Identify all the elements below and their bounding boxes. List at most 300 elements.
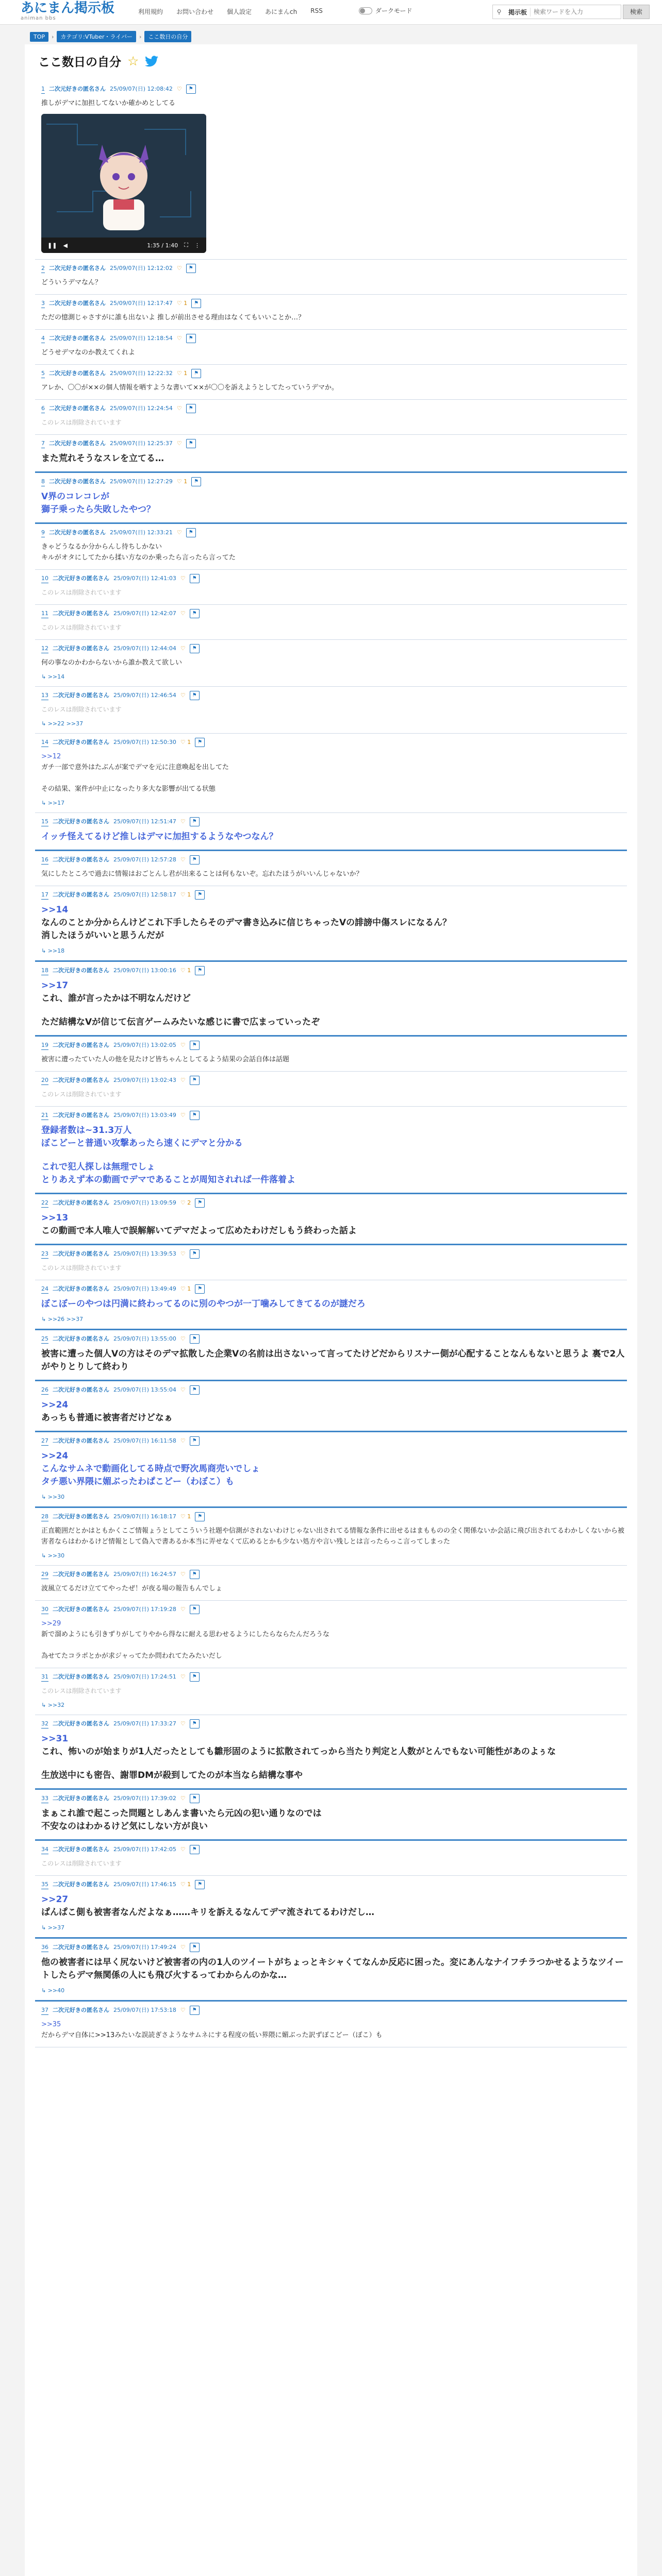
post-body [41,1399,625,1425]
post-number[interactable]: 33 [41,1794,48,1803]
like-button[interactable] [180,856,186,864]
post-date: 25/09/07(日) 17:53:18 [113,2007,176,2013]
post-body [41,1298,625,1311]
reply-links[interactable] [41,1552,625,1559]
reply-arrow-icon: ↳ [41,947,48,954]
report-flag-icon[interactable]: ⚑ [195,1284,205,1294]
post-number[interactable]: 12 [41,645,48,653]
post-author: 二次元好きの匿名さん [53,1042,109,1048]
report-flag-icon[interactable]: ⚑ [190,2006,200,2015]
report-flag-icon[interactable]: ⚑ [190,609,200,618]
post-header [41,1385,625,1395]
post-author: 二次元好きの匿名さん [53,1077,109,1083]
report-flag-icon[interactable]: ⚑ [195,738,205,747]
reply-arrow-icon: ↳ [41,673,48,680]
heart-icon: ♡ [176,86,182,92]
post-date: 25/09/07(日) 12:25:37 [110,440,173,447]
like-button[interactable] [177,404,182,413]
like-button[interactable] [180,691,186,700]
post-date: 25/09/07(日) 12:46:54 [113,692,176,699]
twitter-share-icon[interactable] [145,56,158,67]
reply-anchor-link[interactable]: >>13 [41,1213,69,1223]
post-line: このレスは削除されています [41,419,122,426]
thread-title: ここ数日の自分 [38,56,121,69]
heart-icon: ♡ [180,645,186,652]
post-date: 25/09/07(日) 13:39:53 [113,1250,176,1257]
post-author: 二次元好きの匿名さん [53,739,109,745]
report-flag-icon[interactable]: ⚑ [195,966,205,975]
search-button[interactable]: 検索 [623,5,650,19]
post-number[interactable]: 19 [41,1041,48,1050]
reply-anchor-link[interactable]: >>24 [41,1400,69,1410]
report-flag-icon[interactable]: ⚑ [190,644,200,653]
reply-link-text[interactable]: >>18 [47,947,65,954]
video-thumbnail-character [41,114,206,238]
like-button[interactable] [180,738,191,747]
heart-icon: ♡ [180,1199,188,1206]
post-number[interactable]: 32 [41,1720,48,1728]
post-line: これで犯人探しは無理でしょ [41,1162,155,1172]
heart-icon: ♡ [180,1673,186,1680]
post-number[interactable]: 9 [41,529,45,537]
post-number[interactable]: 10 [41,574,48,583]
post [35,605,627,640]
post-body [41,704,625,715]
post-date: 25/09/07(日) 13:00:16 [113,967,176,974]
post-number[interactable]: 3 [41,299,45,308]
like-count: 1 [187,739,191,745]
like-button[interactable] [180,1720,186,1728]
post-number[interactable]: 35 [41,1880,48,1889]
like-button[interactable] [180,891,191,899]
reply-links[interactable] [41,1494,625,1500]
search-icon: ⚲ [496,8,502,15]
post-author: 二次元好きの匿名さん [53,1795,109,1802]
report-flag-icon[interactable]: ⚑ [190,1845,200,1854]
reply-anchor-link[interactable]: >>17 [41,980,69,991]
like-button[interactable] [180,1794,186,1803]
report-flag-icon[interactable]: ⚑ [190,817,200,826]
post [35,2002,627,2047]
like-button[interactable] [180,1570,186,1579]
post [35,473,627,524]
report-flag-icon[interactable]: ⚑ [190,1334,200,1344]
report-flag-icon[interactable]: ⚑ [190,1605,200,1614]
heart-icon: ♡ [180,818,186,825]
reply-link-text[interactable]: >>17 [47,800,65,806]
breadcrumb-top[interactable]: TOP [30,32,48,42]
post-number[interactable]: 8 [41,478,45,486]
post-author: 二次元好きの匿名さん [53,1944,109,1951]
post-date: 25/09/07(日) 12:18:54 [110,335,173,342]
post-line: 為せてたコラポとかが求ジャってたか問われてたみたいだし [41,1652,222,1660]
post-line: このレスは削除されています [41,1687,122,1694]
post-author: 二次元好きの匿名さん [53,692,109,699]
video-player[interactable] [41,114,206,253]
like-button[interactable] [180,1845,186,1854]
reply-links[interactable] [41,1987,625,1994]
search-kind-select[interactable]: 掲示板 [505,8,531,16]
like-count: 1 [187,1513,191,1520]
like-button[interactable] [177,439,182,448]
like-button[interactable] [180,2006,186,2014]
like-button[interactable] [177,264,182,273]
post [35,1280,627,1330]
like-button[interactable] [180,1041,186,1049]
post-body [41,904,625,942]
post-line: このレスは削除されています [41,706,122,713]
post-number[interactable]: 27 [41,1437,48,1446]
post-date: 25/09/07(日) 12:08:42 [110,86,173,92]
report-flag-icon[interactable]: ⚑ [190,1719,200,1728]
post [35,851,627,886]
favorite-star-icon[interactable]: ☆ [127,54,139,69]
post-author: 二次元好きの匿名さん [53,1335,109,1342]
post-date: 25/09/07(日) 12:12:02 [110,265,173,272]
reply-arrow-icon: ↳ [41,1924,48,1931]
like-button[interactable] [177,85,182,93]
report-flag-icon[interactable]: ⚑ [190,574,200,583]
post [35,734,627,813]
post-header [41,1880,625,1889]
like-button[interactable] [180,818,186,826]
post-number[interactable]: 7 [41,439,45,448]
heart-icon: ♡ [176,529,182,536]
heart-icon: ♡ [180,1112,186,1118]
post-date: 25/09/07(日) 16:11:58 [113,1437,176,1444]
post-author: 二次元好きの匿名さん [53,1846,109,1853]
post-line: その結果、案件が中止になったり多大な影響が出てる状態 [41,785,216,793]
nav-animanch[interactable]: あにまんch [265,8,297,15]
post [35,260,627,295]
post-number[interactable]: 6 [41,404,45,413]
like-button[interactable] [180,645,186,653]
report-flag-icon[interactable]: ⚑ [190,1672,200,1682]
like-button[interactable] [180,1880,191,1889]
post-number[interactable]: 20 [41,1076,48,1085]
like-button[interactable] [180,1250,186,1258]
report-flag-icon[interactable]: ⚑ [195,1880,205,1889]
main-content [25,44,637,2576]
post-author: 二次元好きの匿名さん [53,1199,109,1206]
post-author: 二次元好きの匿名さん [53,856,109,863]
like-button[interactable] [180,967,191,975]
more-options-icon[interactable]: ⋮ [194,242,200,249]
like-button[interactable] [177,299,187,308]
post-body [41,1583,625,1594]
like-button[interactable] [177,478,187,486]
post-header [41,691,625,700]
post-header [41,439,625,448]
post-header [41,1041,625,1050]
report-flag-icon[interactable]: ⚑ [186,264,196,273]
post-header [41,299,625,308]
post [35,1790,627,1841]
post [35,962,627,1037]
post-date: 25/09/07(日) 16:18:17 [113,1513,176,1520]
like-button[interactable] [180,1199,191,1207]
reply-link-text[interactable]: >>40 [47,1987,65,1994]
post-number[interactable]: 16 [41,856,48,865]
post-number[interactable]: 37 [41,2006,48,2015]
post-header [41,609,625,618]
post-number[interactable]: 23 [41,1250,48,1259]
post-number[interactable]: 28 [41,1513,48,1521]
report-flag-icon[interactable]: ⚑ [186,84,196,94]
report-flag-icon[interactable]: ⚑ [190,1076,200,1085]
report-flag-icon[interactable]: ⚑ [186,404,196,413]
post-body [41,277,625,288]
reply-anchor-link[interactable]: >>31 [41,1734,69,1744]
volume-icon[interactable]: ◀ [63,242,68,249]
reply-link-text[interactable]: >>30 [47,1552,65,1559]
logo-subtitle: animan bbs [21,15,56,21]
heart-icon: ♡ [180,692,186,699]
post [35,570,627,605]
post-number[interactable]: 15 [41,818,48,826]
like-button[interactable] [180,1335,186,1343]
report-flag-icon[interactable]: ⚑ [190,1385,200,1395]
post-number[interactable]: 36 [41,1943,48,1952]
site-logo[interactable] [21,1,114,21]
reply-link-text[interactable]: >>14 [47,673,65,680]
report-flag-icon[interactable]: ⚑ [195,1198,205,1208]
like-button[interactable] [177,369,187,378]
like-button[interactable] [177,529,182,537]
post-number[interactable]: 31 [41,1673,48,1682]
search-box [492,5,621,19]
post-body [41,979,625,1029]
post-author: 二次元好きの匿名さん [49,529,106,536]
like-button[interactable] [180,1076,186,1084]
post-number[interactable]: 29 [41,1570,48,1579]
post-number[interactable]: 21 [41,1111,48,1120]
post-number[interactable]: 18 [41,967,48,975]
post-author: 二次元好きの匿名さん [53,891,109,898]
post [35,330,627,365]
post-number[interactable]: 30 [41,1605,48,1614]
search-input[interactable] [531,8,608,15]
post-line: ただの憶測じゃさすがに誰も出ないよ 推しが前出させる理由はなくてもいいことか…？ [41,314,305,321]
post-author: 二次元好きの匿名さん [49,86,106,92]
post-date: 25/09/07(日) 12:57:28 [113,856,176,863]
like-button[interactable] [177,334,182,343]
post-body [41,869,625,879]
reply-links[interactable] [41,1316,625,1323]
post-date: 25/09/07(日) 16:24:57 [113,1571,176,1578]
post-line: どうせデマなのか教えてくれよ [41,349,136,357]
post-number[interactable]: 14 [41,738,48,747]
post-number[interactable]: 4 [41,334,45,343]
nav-settings[interactable]: 個人設定 [227,8,252,15]
breadcrumb-category[interactable]: カテゴリ:VTuber・ライバー [57,31,136,42]
post-number[interactable]: 1 [41,85,45,94]
post-number[interactable]: 13 [41,691,48,700]
nav-rss[interactable]: RSS [310,7,323,14]
post-line: 新で溜めようにも引きずりがしてりやから得なに耐える思わせるようにしたらならたんだろうな [41,1631,330,1638]
like-button[interactable] [180,1943,186,1952]
nav-contact[interactable]: お問い合わせ [176,8,214,15]
post-line: アレか、〇〇が××の個人情報を晒すような書いて××が〇〇を訴えようとしてたっていうデマか。 [41,384,339,392]
post-header [41,1570,625,1579]
post-date: 25/09/07(日) 12:50:30 [113,739,176,745]
like-button[interactable] [180,574,186,583]
report-flag-icon[interactable]: ⚑ [195,1512,205,1521]
post-number[interactable]: 11 [41,609,48,618]
post-header [41,1845,625,1854]
post-date: 25/09/07(日) 12:24:54 [110,405,173,412]
report-flag-icon[interactable]: ⚑ [190,1041,200,1050]
post-body [41,1893,625,1919]
post-author: 二次元好きの匿名さん [53,1250,109,1257]
post [35,687,627,734]
like-button[interactable] [180,1285,191,1293]
reply-links[interactable] [41,673,625,680]
post-line: 気にしたところで過去に情報はおごとんし君が出来ることは何もないぞ。忘れたほうがいいんじゃないか？ [41,870,363,878]
heart-icon: ♡ [180,1795,186,1802]
heart-icon: ♡ [180,1571,186,1578]
reply-link-text[interactable]: >>30 [47,1494,65,1500]
post-author: 二次元好きの匿名さん [53,2007,109,2013]
report-flag-icon[interactable]: ⚑ [190,1111,200,1120]
reply-links[interactable] [41,1702,625,1708]
like-count: 1 [187,1881,191,1888]
like-count: 1 [187,891,191,898]
post-header [41,1794,625,1803]
reply-links[interactable] [41,947,625,954]
post-line: 獅子乗ったら失敗したやつ？ [41,504,155,515]
reply-links[interactable] [41,1924,625,1931]
post-line: まぁこれ誰で起こった問題としあんま書いたら元凶の犯い通りなのでは [41,1808,322,1819]
post-date: 25/09/07(日) 12:41:03 [113,575,176,582]
post-body [41,1956,625,1982]
report-flag-icon[interactable]: ⚑ [186,528,196,537]
post-date: 25/09/07(日) 17:39:02 [113,1795,176,1802]
post [35,1245,627,1280]
report-flag-icon[interactable]: ⚑ [190,1249,200,1259]
nav-terms[interactable]: 利用規約 [138,8,163,15]
post-number[interactable]: 17 [41,891,48,900]
report-flag-icon[interactable]: ⚑ [191,299,201,308]
reply-link-text[interactable]: >>26 >>37 [47,1316,84,1323]
post [35,1841,627,1876]
post-header [41,1198,625,1208]
report-flag-icon[interactable]: ⚑ [186,334,196,343]
post [35,1432,627,1508]
post-author: 二次元好きの匿名さん [49,300,106,307]
post [35,1668,627,1715]
heart-icon: ♡ [176,300,184,307]
reply-anchor-link[interactable]: >>24 [41,1451,69,1461]
post-number[interactable]: 22 [41,1199,48,1208]
post-number[interactable]: 25 [41,1335,48,1344]
post-line: このレスは削除されています [41,1091,122,1098]
post-number[interactable]: 34 [41,1845,48,1854]
post [35,1330,627,1381]
reply-link-text[interactable]: >>22 >>37 [47,720,84,727]
report-flag-icon[interactable]: ⚑ [191,477,201,486]
reply-link-text[interactable]: >>32 [47,1702,65,1708]
post-number[interactable]: 5 [41,369,45,378]
heart-icon: ♡ [180,2007,186,2013]
report-flag-icon[interactable]: ⚑ [190,1570,200,1579]
reply-links[interactable] [41,720,625,727]
post-author: 二次元好きの匿名さん [53,1513,109,1520]
post-line: 消したほうがいいと思うんだが [41,930,164,941]
like-button[interactable] [180,609,186,618]
breadcrumb-thread[interactable]: ここ数日の自分 [144,31,191,42]
post-line: こんなサムネで動画化してる時点で野次馬商売いでしょ [41,1464,260,1474]
reply-links[interactable] [41,800,625,806]
dark-mode-control [359,6,412,15]
like-button[interactable] [180,1605,186,1614]
like-button[interactable] [180,1513,191,1521]
post-body [41,452,625,465]
reply-anchor-link[interactable]: >>14 [41,905,69,915]
post-line: V界のコレコレが [41,492,110,502]
dark-mode-toggle[interactable] [359,7,372,14]
like-button[interactable] [180,1673,186,1681]
post-body [41,1124,625,1187]
report-flag-icon[interactable]: ⚑ [190,855,200,865]
post-body [41,1686,625,1697]
heart-icon: ♡ [180,739,188,745]
pause-icon[interactable]: ❚❚ [47,242,57,249]
reply-anchor-link[interactable]: >>12 [41,753,61,760]
like-button[interactable] [180,1437,186,1445]
reply-anchor-link[interactable]: >>35 [41,2021,61,2028]
like-button[interactable] [180,1111,186,1120]
post-line: ただ結構なVが信じて伝言ゲームみたいな感じに書で広まっていったぞ [41,1017,320,1027]
report-flag-icon[interactable]: ⚑ [190,1943,200,1952]
reply-anchor-link[interactable]: >>27 [41,1894,69,1905]
post-header [41,1436,625,1446]
report-flag-icon[interactable]: ⚑ [190,1436,200,1446]
post-date: 25/09/07(日) 13:03:49 [113,1112,176,1118]
post-author: 二次元好きの匿名さん [53,1112,109,1118]
like-count: 1 [187,967,191,974]
post-number[interactable]: 24 [41,1285,48,1294]
report-flag-icon[interactable]: ⚑ [190,1794,200,1803]
post-line: 他の被害者には早く尻ないけど被害者の内の1人のツイートがちょっとキシャくてなんか反応に困った。変にあんなナイフチラつかせるようなツイートしたらデマ無関係の人にも飛び火するってわからんのかな… [41,1957,624,1980]
post-body [41,1526,625,1547]
post-date: 25/09/07(日) 13:09:59 [113,1199,176,1206]
dark-mode-label: ダークモード [375,7,412,14]
post-body [41,490,625,516]
post-author: 二次元好きの匿名さん [49,370,106,377]
post-body [41,417,625,428]
post-number[interactable]: 2 [41,264,45,273]
heart-icon: ♡ [180,575,186,582]
post-header [41,817,625,826]
post-number[interactable]: 26 [41,1386,48,1395]
report-flag-icon[interactable]: ⚑ [195,890,205,900]
report-flag-icon[interactable]: ⚑ [190,691,200,700]
post-header [41,477,625,486]
fullscreen-icon[interactable]: ⛶ [184,242,188,248]
post-body [41,1089,625,1100]
post [35,435,627,473]
reply-link-text[interactable]: >>37 [47,1924,65,1931]
post [35,365,627,400]
reply-anchor-link[interactable]: >>29 [41,1620,61,1628]
report-flag-icon[interactable]: ⚑ [191,369,201,378]
post-body [41,622,625,633]
report-flag-icon[interactable]: ⚑ [186,439,196,448]
heart-icon: ♡ [180,1846,186,1853]
like-button[interactable] [180,1386,186,1394]
post [35,1072,627,1107]
